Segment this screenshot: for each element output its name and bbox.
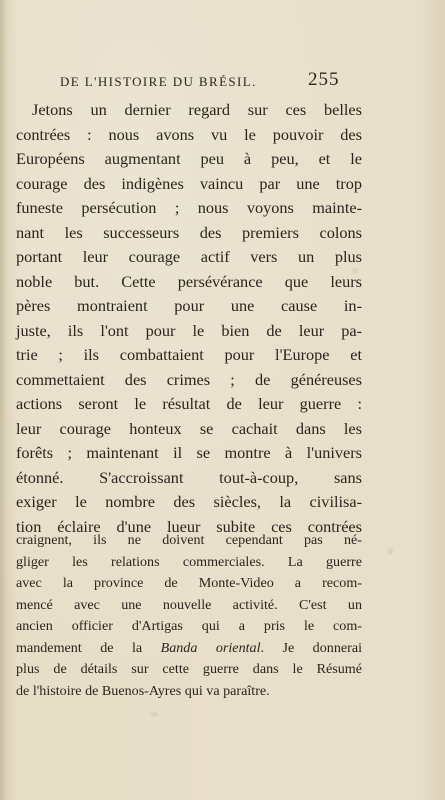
main-paragraph xyxy=(16,98,362,539)
text-line: Jetons un dernier regard sur ces belles xyxy=(32,100,362,119)
text-line: tion éclaire d'une lueur subite ces contrées xyxy=(16,516,362,536)
footnote-paragraph xyxy=(16,530,362,702)
text-line: nant les successeurs des premiers colons xyxy=(16,222,362,242)
paper-stain xyxy=(150,712,159,717)
paper-stain xyxy=(388,548,393,555)
note-line: avec la province de Monte-Video a recom- xyxy=(16,575,362,591)
text-line: leur courage honteux se cachait dans les xyxy=(16,418,362,438)
text-line: funeste persécution ; nous voyons mainte- xyxy=(16,198,362,217)
note-line-segment: mandement de la xyxy=(16,639,143,656)
text-line: contrées : nous avons vu le pouvoir des xyxy=(16,124,362,144)
note-line: mencé avec une nouvelle activité. C'est un xyxy=(16,596,362,613)
text-line: trie ; ils combattaient pour l'Europe et xyxy=(16,345,362,364)
text-line: commettaient des crimes ; de généreuses xyxy=(16,369,362,389)
text-line: Européens augmentant peu à peu, et le xyxy=(16,149,362,168)
note-line: ancien officier d'Artigas qui a pris le com- xyxy=(16,618,362,634)
note-line: gliger les relations commerciales. La guerre xyxy=(16,553,362,570)
note-line-segment: . Je donnerai xyxy=(260,639,362,656)
page-inner-margin-shadow xyxy=(0,0,7,800)
text-line: portant leur courage actif vers un plus xyxy=(16,247,362,266)
text-line: juste, ils l'ont pour le bien de leur pa- xyxy=(16,320,362,340)
text-line: forêts ; maintenant il se montre à l'univers xyxy=(16,443,362,462)
text-line: noble but. Cette persévérance que leurs xyxy=(16,271,362,291)
text-line: pères montraient pour une cause in- xyxy=(16,296,362,315)
text-line: exiger le nombre des siècles, la civilisa- xyxy=(16,492,362,511)
note-line: de l'histoire de Buenos-Ayres qui va paraître. xyxy=(16,682,270,699)
note-line: plus de détails sur cette guerre dans le Résumé xyxy=(16,661,362,677)
note-line: craignent, ils ne doivent cependant pas né- xyxy=(16,532,362,548)
text-line: courage des indigènes vaincu par une trop xyxy=(16,173,362,193)
page-number: 255 xyxy=(308,69,340,90)
note-line-with-italic xyxy=(16,638,362,660)
italic-term: Banda oriental xyxy=(160,639,261,656)
running-head: DE L'HISTOIRE DU BRÉSIL. xyxy=(60,74,257,89)
text-line: étonné. S'accroissant tout-à-coup, sans xyxy=(16,467,362,487)
text-line: actions seront le résultat de leur guerre : xyxy=(16,394,362,413)
